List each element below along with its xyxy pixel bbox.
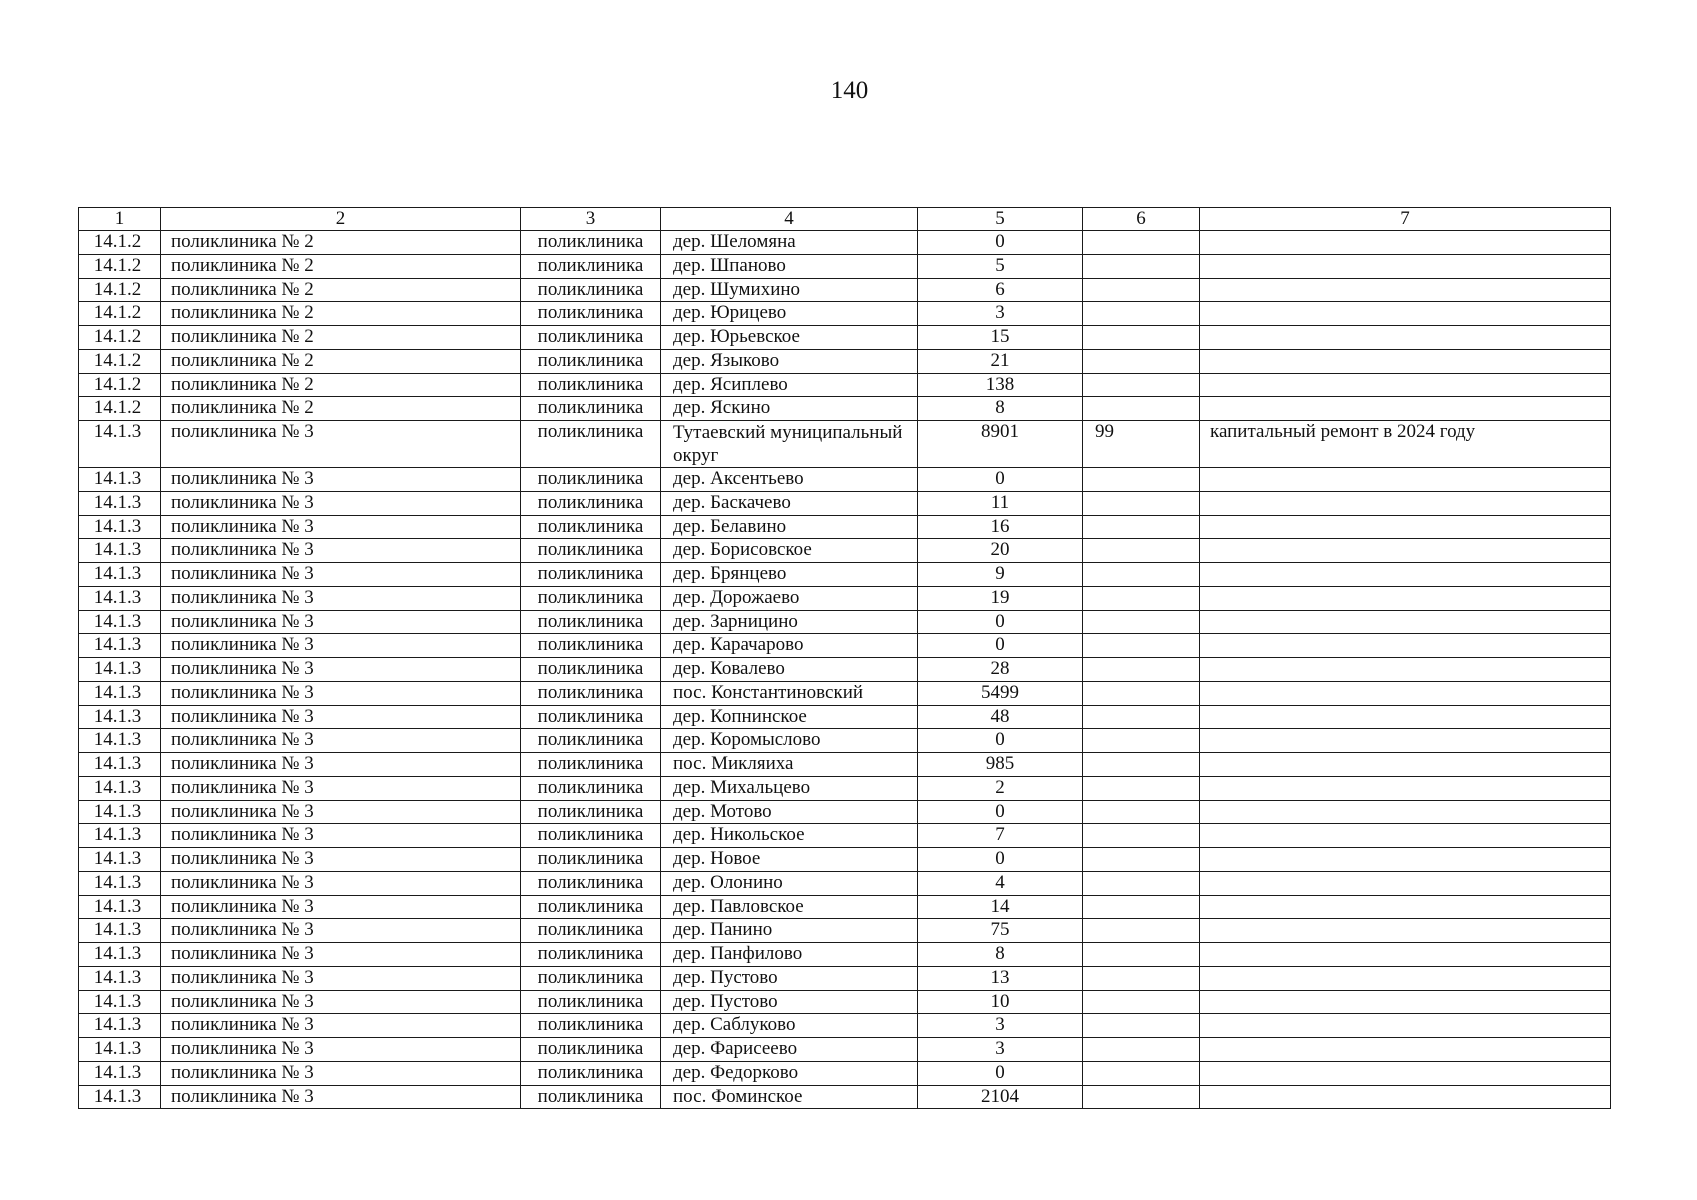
row-number-cell: 14.1.3 <box>79 658 161 682</box>
row-number-cell: 14.1.3 <box>79 421 161 468</box>
facility-name-cell: поликлиника № 3 <box>161 1038 521 1062</box>
facility-type-cell: поликлиника <box>521 943 661 967</box>
facility-name-cell: поликлиника № 3 <box>161 943 521 967</box>
facility-type-cell: поликлиника <box>521 681 661 705</box>
table-row <box>79 397 1611 421</box>
table-row <box>79 278 1611 302</box>
value-cell <box>1083 1014 1200 1038</box>
value-cell <box>1083 539 1200 563</box>
locality-cell: дер. Зарницино <box>661 610 918 634</box>
population-cell: 75 <box>918 919 1083 943</box>
note-cell <box>1200 776 1611 800</box>
value-cell <box>1083 326 1200 350</box>
population-cell: 10 <box>918 990 1083 1014</box>
population-cell: 0 <box>918 1061 1083 1085</box>
value-cell <box>1083 776 1200 800</box>
facility-name-cell: поликлиника № 3 <box>161 848 521 872</box>
table-row <box>79 302 1611 326</box>
table-row <box>79 634 1611 658</box>
row-number-cell: 14.1.3 <box>79 563 161 587</box>
row-number-cell: 14.1.3 <box>79 539 161 563</box>
row-number-cell: 14.1.3 <box>79 943 161 967</box>
facility-name-cell: поликлиника № 3 <box>161 491 521 515</box>
note-cell <box>1200 468 1611 492</box>
facility-type-cell: поликлиника <box>521 421 661 468</box>
facility-type-cell: поликлиника <box>521 990 661 1014</box>
table-row <box>79 966 1611 990</box>
value-cell <box>1083 824 1200 848</box>
population-cell: 3 <box>918 1014 1083 1038</box>
facility-type-cell: поликлиника <box>521 966 661 990</box>
population-cell: 0 <box>918 468 1083 492</box>
value-cell <box>1083 681 1200 705</box>
row-number-cell: 14.1.3 <box>79 515 161 539</box>
value-cell <box>1083 966 1200 990</box>
locality-cell: дер. Яскино <box>661 397 918 421</box>
row-number-cell: 14.1.3 <box>79 729 161 753</box>
row-number-cell: 14.1.3 <box>79 776 161 800</box>
locality-cell: дер. Михальцево <box>661 776 918 800</box>
facility-name-cell: поликлиника № 3 <box>161 753 521 777</box>
locality-cell: дер. Мотово <box>661 800 918 824</box>
facility-name-cell: поликлиника № 3 <box>161 800 521 824</box>
population-cell: 28 <box>918 658 1083 682</box>
note-cell <box>1200 943 1611 967</box>
note-cell <box>1200 491 1611 515</box>
facility-name-cell: поликлиника № 3 <box>161 1014 521 1038</box>
table-row <box>79 254 1611 278</box>
note-cell <box>1200 515 1611 539</box>
row-number-cell: 14.1.3 <box>79 1085 161 1109</box>
locality-cell: дер. Коромыслово <box>661 729 918 753</box>
facility-name-cell: поликлиника № 3 <box>161 468 521 492</box>
facility-type-cell: поликлиника <box>521 848 661 872</box>
facilities-table <box>78 207 1611 1109</box>
value-cell <box>1083 729 1200 753</box>
column-header: 5 <box>918 208 1083 231</box>
note-cell <box>1200 563 1611 587</box>
note-cell <box>1200 634 1611 658</box>
facility-type-cell: поликлиника <box>521 254 661 278</box>
facility-type-cell: поликлиника <box>521 1038 661 1062</box>
table-row <box>79 468 1611 492</box>
population-cell: 5 <box>918 254 1083 278</box>
table-row <box>79 753 1611 777</box>
population-cell: 985 <box>918 753 1083 777</box>
row-number-cell: 14.1.2 <box>79 302 161 326</box>
page-number: 140 <box>830 77 869 104</box>
column-header: 4 <box>661 208 918 231</box>
table-row <box>79 231 1611 255</box>
facility-name-cell: поликлиника № 3 <box>161 539 521 563</box>
value-cell <box>1083 610 1200 634</box>
row-number-cell: 14.1.2 <box>79 349 161 373</box>
locality-cell: дер. Панино <box>661 919 918 943</box>
facility-name-cell: поликлиника № 3 <box>161 515 521 539</box>
locality-cell: пос. Фоминское <box>661 1085 918 1109</box>
facility-type-cell: поликлиника <box>521 919 661 943</box>
facility-name-cell: поликлиника № 2 <box>161 326 521 350</box>
facility-name-cell: поликлиника № 3 <box>161 421 521 468</box>
table-row <box>79 776 1611 800</box>
facility-name-cell: поликлиника № 3 <box>161 729 521 753</box>
locality-cell: дер. Олонино <box>661 871 918 895</box>
value-cell <box>1083 491 1200 515</box>
facility-type-cell: поликлиника <box>521 491 661 515</box>
row-number-cell: 14.1.2 <box>79 254 161 278</box>
population-cell: 0 <box>918 729 1083 753</box>
row-number-cell: 14.1.3 <box>79 1061 161 1085</box>
locality-cell: дер. Шеломяна <box>661 231 918 255</box>
facility-type-cell: поликлиника <box>521 634 661 658</box>
facility-type-cell: поликлиника <box>521 397 661 421</box>
facility-name-cell: поликлиника № 2 <box>161 278 521 302</box>
column-header: 2 <box>161 208 521 231</box>
note-cell <box>1200 539 1611 563</box>
facility-name-cell: поликлиника № 3 <box>161 634 521 658</box>
value-cell <box>1083 302 1200 326</box>
table-row <box>79 681 1611 705</box>
table-row <box>79 705 1611 729</box>
note-cell <box>1200 349 1611 373</box>
facility-name-cell: поликлиника № 3 <box>161 705 521 729</box>
locality-cell: дер. Ясиплево <box>661 373 918 397</box>
table-row <box>79 919 1611 943</box>
value-cell <box>1083 634 1200 658</box>
value-cell <box>1083 586 1200 610</box>
facility-type-cell: поликлиника <box>521 231 661 255</box>
column-header: 1 <box>79 208 161 231</box>
value-cell <box>1083 871 1200 895</box>
facility-type-cell: поликлиника <box>521 278 661 302</box>
facility-type-cell: поликлиника <box>521 468 661 492</box>
population-cell: 16 <box>918 515 1083 539</box>
value-cell <box>1083 800 1200 824</box>
population-cell: 0 <box>918 231 1083 255</box>
facility-name-cell: поликлиника № 3 <box>161 895 521 919</box>
value-cell <box>1083 895 1200 919</box>
facility-name-cell: поликлиника № 3 <box>161 871 521 895</box>
row-number-cell: 14.1.2 <box>79 397 161 421</box>
locality-cell: дер. Фарисеево <box>661 1038 918 1062</box>
facility-name-cell: поликлиника № 2 <box>161 349 521 373</box>
population-cell: 5499 <box>918 681 1083 705</box>
value-cell: 99 <box>1083 421 1200 468</box>
row-number-cell: 14.1.3 <box>79 753 161 777</box>
facility-type-cell: поликлиника <box>521 586 661 610</box>
locality-cell: пос. Микляиха <box>661 753 918 777</box>
table-row <box>79 1038 1611 1062</box>
note-cell <box>1200 895 1611 919</box>
table-row <box>79 895 1611 919</box>
table-row <box>79 800 1611 824</box>
facility-name-cell: поликлиника № 3 <box>161 1061 521 1085</box>
table-row <box>79 326 1611 350</box>
facility-type-cell: поликлиника <box>521 515 661 539</box>
facility-type-cell: поликлиника <box>521 895 661 919</box>
facility-type-cell: поликлиника <box>521 753 661 777</box>
note-cell <box>1200 231 1611 255</box>
population-cell: 21 <box>918 349 1083 373</box>
note-cell <box>1200 302 1611 326</box>
locality-cell: дер. Баскачево <box>661 491 918 515</box>
row-number-cell: 14.1.2 <box>79 278 161 302</box>
facility-name-cell: поликлиника № 3 <box>161 919 521 943</box>
row-number-cell: 14.1.3 <box>79 610 161 634</box>
row-number-cell: 14.1.3 <box>79 990 161 1014</box>
note-cell <box>1200 397 1611 421</box>
facility-name-cell: поликлиника № 3 <box>161 990 521 1014</box>
facility-type-cell: поликлиника <box>521 373 661 397</box>
facility-type-cell: поликлиника <box>521 729 661 753</box>
facility-type-cell: поликлиника <box>521 1014 661 1038</box>
population-cell: 15 <box>918 326 1083 350</box>
facility-name-cell: поликлиника № 3 <box>161 610 521 634</box>
note-cell <box>1200 326 1611 350</box>
facility-name-cell: поликлиника № 3 <box>161 563 521 587</box>
population-cell: 8 <box>918 943 1083 967</box>
table-row <box>79 373 1611 397</box>
locality-cell: дер. Языково <box>661 349 918 373</box>
facility-name-cell: поликлиника № 2 <box>161 231 521 255</box>
facility-name-cell: поликлиника № 3 <box>161 681 521 705</box>
locality-cell: пос. Константиновский <box>661 681 918 705</box>
locality-cell: дер. Брянцево <box>661 563 918 587</box>
note-cell: капитальный ремонт в 2024 году <box>1200 421 1611 468</box>
row-number-cell: 14.1.3 <box>79 681 161 705</box>
row-number-cell: 14.1.3 <box>79 705 161 729</box>
table-row <box>79 1061 1611 1085</box>
note-cell <box>1200 729 1611 753</box>
locality-cell: дер. Павловское <box>661 895 918 919</box>
value-cell <box>1083 1085 1200 1109</box>
population-cell: 9 <box>918 563 1083 587</box>
facility-name-cell: поликлиника № 2 <box>161 302 521 326</box>
value-cell <box>1083 254 1200 278</box>
facility-name-cell: поликлиника № 3 <box>161 776 521 800</box>
value-cell <box>1083 468 1200 492</box>
locality-cell: дер. Копнинское <box>661 705 918 729</box>
note-cell <box>1200 871 1611 895</box>
facility-name-cell: поликлиника № 3 <box>161 658 521 682</box>
row-number-cell: 14.1.3 <box>79 919 161 943</box>
population-cell: 7 <box>918 824 1083 848</box>
row-number-cell: 14.1.2 <box>79 326 161 350</box>
population-cell: 14 <box>918 895 1083 919</box>
row-number-cell: 14.1.3 <box>79 1038 161 1062</box>
facility-type-cell: поликлиника <box>521 539 661 563</box>
note-cell <box>1200 586 1611 610</box>
note-cell <box>1200 1038 1611 1062</box>
value-cell <box>1083 990 1200 1014</box>
facility-type-cell: поликлиника <box>521 1061 661 1085</box>
locality-cell: дер. Пустово <box>661 966 918 990</box>
population-cell: 0 <box>918 610 1083 634</box>
table-row <box>79 349 1611 373</box>
value-cell <box>1083 515 1200 539</box>
facility-type-cell: поликлиника <box>521 563 661 587</box>
table-row <box>79 990 1611 1014</box>
facility-type-cell: поликлиника <box>521 871 661 895</box>
row-number-cell: 14.1.3 <box>79 634 161 658</box>
locality-cell: дер. Ковалево <box>661 658 918 682</box>
value-cell <box>1083 919 1200 943</box>
locality-cell: дер. Юрицево <box>661 302 918 326</box>
table-row <box>79 729 1611 753</box>
facility-name-cell: поликлиника № 2 <box>161 254 521 278</box>
locality-cell: дер. Пустово <box>661 990 918 1014</box>
table-row <box>79 848 1611 872</box>
population-cell: 8901 <box>918 421 1083 468</box>
locality-cell: дер. Юрьевское <box>661 326 918 350</box>
population-cell: 0 <box>918 848 1083 872</box>
table-row <box>79 586 1611 610</box>
value-cell <box>1083 1061 1200 1085</box>
row-number-cell: 14.1.3 <box>79 848 161 872</box>
row-number-cell: 14.1.3 <box>79 824 161 848</box>
table-row <box>79 658 1611 682</box>
value-cell <box>1083 705 1200 729</box>
facility-name-cell: поликлиника № 2 <box>161 373 521 397</box>
table-row <box>79 491 1611 515</box>
row-number-cell: 14.1.3 <box>79 468 161 492</box>
column-header: 3 <box>521 208 661 231</box>
population-cell: 138 <box>918 373 1083 397</box>
locality-cell: дер. Новое <box>661 848 918 872</box>
table-row <box>79 943 1611 967</box>
row-number-cell: 14.1.3 <box>79 491 161 515</box>
value-cell <box>1083 753 1200 777</box>
note-cell <box>1200 1014 1611 1038</box>
note-cell <box>1200 610 1611 634</box>
locality-cell: дер. Шпаново <box>661 254 918 278</box>
locality-cell: дер. Дорожаево <box>661 586 918 610</box>
locality-cell: дер. Никольское <box>661 824 918 848</box>
note-cell <box>1200 373 1611 397</box>
facility-type-cell: поликлиника <box>521 824 661 848</box>
table-row <box>79 421 1611 468</box>
locality-cell: дер. Аксентьево <box>661 468 918 492</box>
note-cell <box>1200 800 1611 824</box>
table-row <box>79 610 1611 634</box>
population-cell: 48 <box>918 705 1083 729</box>
value-cell <box>1083 848 1200 872</box>
table-header-row <box>79 208 1611 231</box>
population-cell: 8 <box>918 397 1083 421</box>
row-number-cell: 14.1.3 <box>79 1014 161 1038</box>
locality-cell: дер. Карачарово <box>661 634 918 658</box>
table-row <box>79 539 1611 563</box>
row-number-cell: 14.1.3 <box>79 966 161 990</box>
population-cell: 6 <box>918 278 1083 302</box>
value-cell <box>1083 563 1200 587</box>
note-cell <box>1200 1085 1611 1109</box>
facility-type-cell: поликлиника <box>521 610 661 634</box>
note-cell <box>1200 254 1611 278</box>
population-cell: 0 <box>918 634 1083 658</box>
note-cell <box>1200 966 1611 990</box>
facility-type-cell: поликлиника <box>521 302 661 326</box>
value-cell <box>1083 231 1200 255</box>
population-cell: 13 <box>918 966 1083 990</box>
population-cell: 0 <box>918 800 1083 824</box>
column-header: 6 <box>1083 208 1200 231</box>
facility-type-cell: поликлиника <box>521 658 661 682</box>
column-header: 7 <box>1200 208 1611 231</box>
value-cell <box>1083 397 1200 421</box>
note-cell <box>1200 658 1611 682</box>
locality-cell: дер. Борисовское <box>661 539 918 563</box>
population-cell: 11 <box>918 491 1083 515</box>
value-cell <box>1083 1038 1200 1062</box>
note-cell <box>1200 919 1611 943</box>
population-cell: 19 <box>918 586 1083 610</box>
facility-type-cell: поликлиника <box>521 776 661 800</box>
locality-cell: Тутаевский муниципальный округ <box>661 421 918 468</box>
locality-cell: дер. Федорково <box>661 1061 918 1085</box>
row-number-cell: 14.1.3 <box>79 871 161 895</box>
facility-type-cell: поликлиника <box>521 705 661 729</box>
locality-cell: дер. Белавино <box>661 515 918 539</box>
facility-type-cell: поликлиника <box>521 349 661 373</box>
value-cell <box>1083 943 1200 967</box>
table-row <box>79 1014 1611 1038</box>
row-number-cell: 14.1.2 <box>79 231 161 255</box>
value-cell <box>1083 278 1200 302</box>
row-number-cell: 14.1.3 <box>79 895 161 919</box>
facility-name-cell: поликлиника № 2 <box>161 397 521 421</box>
population-cell: 2 <box>918 776 1083 800</box>
facility-type-cell: поликлиника <box>521 1085 661 1109</box>
value-cell <box>1083 373 1200 397</box>
population-cell: 2104 <box>918 1085 1083 1109</box>
note-cell <box>1200 681 1611 705</box>
note-cell <box>1200 753 1611 777</box>
note-cell <box>1200 824 1611 848</box>
facility-type-cell: поликлиника <box>521 800 661 824</box>
note-cell <box>1200 1061 1611 1085</box>
population-cell: 3 <box>918 1038 1083 1062</box>
table-row <box>79 563 1611 587</box>
facility-name-cell: поликлиника № 3 <box>161 824 521 848</box>
locality-cell: дер. Шумихино <box>661 278 918 302</box>
locality-cell: дер. Саблуково <box>661 1014 918 1038</box>
table-row <box>79 515 1611 539</box>
table-row <box>79 824 1611 848</box>
facility-name-cell: поликлиника № 3 <box>161 586 521 610</box>
value-cell <box>1083 349 1200 373</box>
note-cell <box>1200 990 1611 1014</box>
row-number-cell: 14.1.2 <box>79 373 161 397</box>
note-cell <box>1200 848 1611 872</box>
table-row <box>79 1085 1611 1109</box>
locality-cell: дер. Панфилово <box>661 943 918 967</box>
facility-name-cell: поликлиника № 3 <box>161 1085 521 1109</box>
table-row <box>79 871 1611 895</box>
note-cell <box>1200 705 1611 729</box>
population-cell: 20 <box>918 539 1083 563</box>
facility-name-cell: поликлиника № 3 <box>161 966 521 990</box>
note-cell <box>1200 278 1611 302</box>
row-number-cell: 14.1.3 <box>79 800 161 824</box>
value-cell <box>1083 658 1200 682</box>
population-cell: 3 <box>918 302 1083 326</box>
population-cell: 4 <box>918 871 1083 895</box>
facility-type-cell: поликлиника <box>521 326 661 350</box>
row-number-cell: 14.1.3 <box>79 586 161 610</box>
